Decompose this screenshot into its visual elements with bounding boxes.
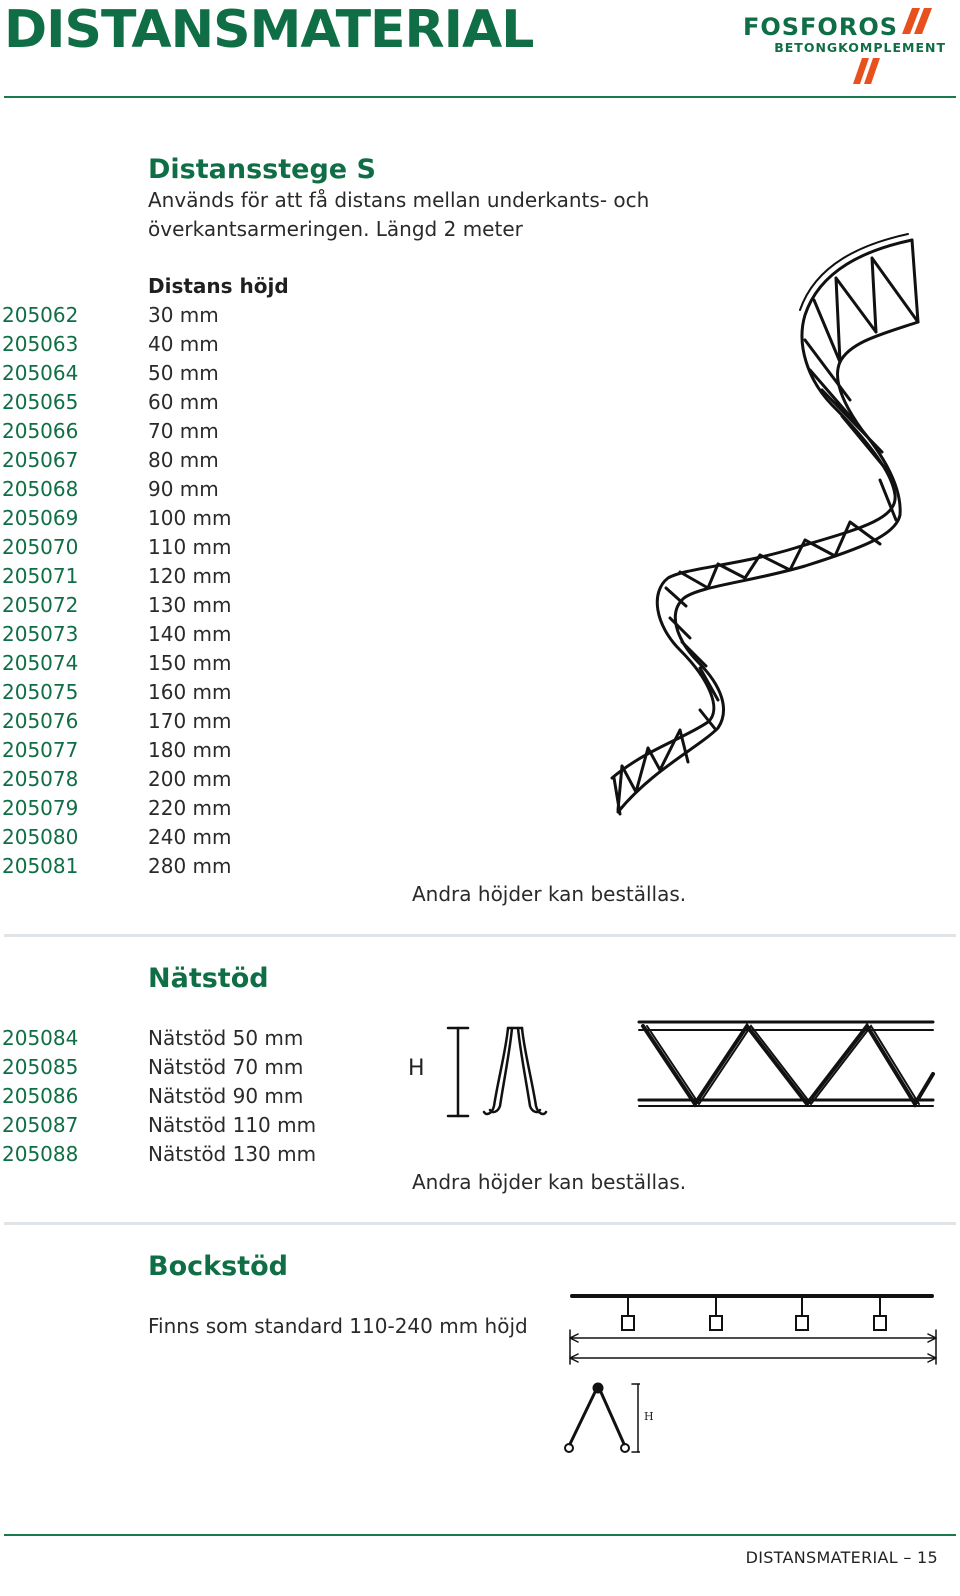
section-heading-bockstod: Bockstöd xyxy=(148,1251,288,1282)
article-code: 205073 xyxy=(2,622,79,646)
product-name: Nätstöd 70 mm xyxy=(148,1055,304,1079)
height-value: 160 mm xyxy=(148,680,232,704)
height-value: 200 mm xyxy=(148,767,232,791)
height-value: 280 mm xyxy=(148,854,232,878)
article-code: 205063 xyxy=(2,332,79,356)
footer-divider xyxy=(4,1534,956,1536)
page-title: DISTANSMATERIAL xyxy=(4,0,534,60)
product-name: Nätstöd 90 mm xyxy=(148,1084,304,1108)
logo-slash-icon xyxy=(898,6,938,36)
article-code: 205080 xyxy=(2,825,79,849)
natstod-codes xyxy=(2,1024,78,1169)
section-heading-distansstege: Distansstege S xyxy=(148,154,376,185)
article-code: 205069 xyxy=(2,506,79,530)
logo-slash-lower-icon xyxy=(852,56,884,86)
brand-logo xyxy=(720,4,950,88)
article-code: 205078 xyxy=(2,767,79,791)
article-code: 205064 xyxy=(2,361,79,385)
article-code: 205087 xyxy=(2,1113,79,1137)
distansstege-illustration xyxy=(600,230,930,830)
distansstege-note: Andra höjder kan beställas. xyxy=(412,882,687,906)
article-code: 205085 xyxy=(2,1055,79,1079)
article-code: 205075 xyxy=(2,680,79,704)
distansstege-values xyxy=(148,301,232,881)
article-code: 205086 xyxy=(2,1084,79,1108)
article-code: 205065 xyxy=(2,390,79,414)
product-name: Nätstöd 50 mm xyxy=(148,1026,304,1050)
article-code: 205076 xyxy=(2,709,79,733)
bockstod-front-illustration xyxy=(560,1378,640,1458)
height-value: 40 mm xyxy=(148,332,219,356)
bockstod-dim-label: H xyxy=(644,1410,654,1423)
height-value: 100 mm xyxy=(148,506,232,530)
article-code: 205074 xyxy=(2,651,79,675)
height-value: 150 mm xyxy=(148,651,232,675)
article-code: 205066 xyxy=(2,419,79,443)
height-value: 120 mm xyxy=(148,564,232,588)
header-divider xyxy=(4,96,956,98)
article-code: 205071 xyxy=(2,564,79,588)
page-footer: DISTANSMATERIAL – 15 xyxy=(745,1548,938,1567)
height-value: 30 mm xyxy=(148,303,219,327)
distansstege-description xyxy=(148,186,649,244)
natstod-profile-illustration xyxy=(440,1020,580,1124)
height-value: 140 mm xyxy=(148,622,232,646)
description-line: överkantsarmeringen. Längd 2 meter xyxy=(148,217,523,241)
article-code: 205081 xyxy=(2,854,79,878)
article-code: 205084 xyxy=(2,1026,79,1050)
height-value: 80 mm xyxy=(148,448,219,472)
logo-wordmark: FOSFOROS xyxy=(742,13,898,41)
height-value: 220 mm xyxy=(148,796,232,820)
article-code: 205068 xyxy=(2,477,79,501)
article-code: 205088 xyxy=(2,1142,79,1166)
table-header-distans-hojd: Distans höjd xyxy=(148,274,289,298)
article-code: 205077 xyxy=(2,738,79,762)
natstod-note: Andra höjder kan beställas. xyxy=(412,1170,687,1194)
article-code: 205070 xyxy=(2,535,79,559)
section-divider xyxy=(4,1222,956,1225)
height-value: 240 mm xyxy=(148,825,232,849)
section-heading-natstod: Nätstöd xyxy=(148,963,269,994)
height-value: 70 mm xyxy=(148,419,219,443)
bockstod-side-illustration xyxy=(566,1290,940,1370)
natstod-dim-label: H xyxy=(408,1056,425,1081)
natstod-values xyxy=(148,1024,316,1169)
height-value: 180 mm xyxy=(148,738,232,762)
bockstod-description: Finns som standard 110-240 mm höjd xyxy=(148,1314,528,1338)
height-value: 60 mm xyxy=(148,390,219,414)
article-code: 205072 xyxy=(2,593,79,617)
article-code: 205079 xyxy=(2,796,79,820)
distansstege-codes xyxy=(2,301,78,881)
logo-subtitle: BETONGKOMPLEMENT xyxy=(774,40,946,55)
natstod-truss-illustration xyxy=(635,1014,935,1114)
article-code: 205067 xyxy=(2,448,79,472)
product-name: Nätstöd 110 mm xyxy=(148,1113,317,1137)
height-value: 130 mm xyxy=(148,593,232,617)
article-code: 205062 xyxy=(2,303,79,327)
height-value: 90 mm xyxy=(148,477,219,501)
height-value: 110 mm xyxy=(148,535,232,559)
description-line: Används för att få distans mellan underkants- och xyxy=(148,188,650,212)
section-divider xyxy=(4,934,956,937)
height-value: 170 mm xyxy=(148,709,232,733)
product-name: Nätstöd 130 mm xyxy=(148,1142,317,1166)
height-value: 50 mm xyxy=(148,361,219,385)
